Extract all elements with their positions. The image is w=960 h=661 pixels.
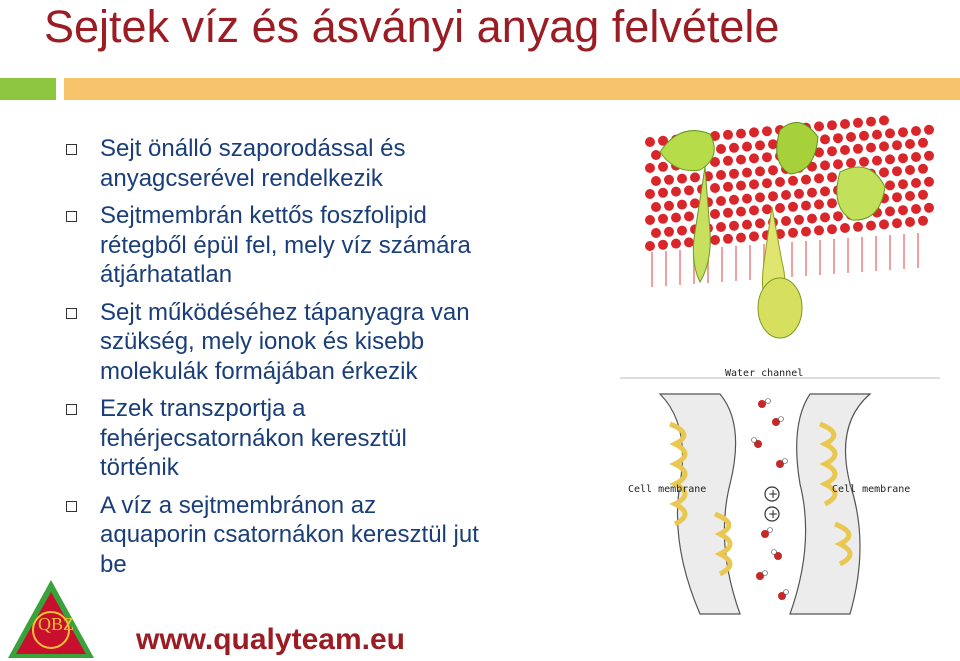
- lipid-head: [716, 144, 726, 154]
- bullet-list: [66, 134, 566, 587]
- lipid-head: [729, 143, 739, 153]
- lipid-head: [684, 211, 694, 221]
- lipid-head: [898, 179, 908, 189]
- lipid-head: [723, 130, 733, 140]
- lipid-head: [664, 201, 674, 211]
- square-bullet-icon: [66, 211, 77, 222]
- lipid-head: [814, 225, 824, 235]
- lipid-head: [807, 214, 817, 224]
- bullet-item: [66, 298, 566, 387]
- bullet-line: aquaporin csatornákon keresztül jut: [100, 521, 479, 548]
- lipid-head: [775, 203, 785, 213]
- lipid-head: [684, 185, 694, 195]
- accent-bar-green: [0, 78, 56, 100]
- lipid-head: [645, 215, 655, 225]
- lipid-head: [658, 214, 668, 224]
- lipid-head: [814, 199, 824, 209]
- lipid-head: [645, 163, 655, 173]
- lipid-head: [677, 174, 687, 184]
- bullet-line: Ezek transzportja a: [100, 395, 306, 422]
- lipid-head: [905, 139, 915, 149]
- lipid-head: [866, 117, 876, 127]
- lipid-head: [658, 162, 668, 172]
- lipid-head: [853, 118, 863, 128]
- lipid-head: [736, 181, 746, 191]
- lipid-head: [846, 132, 856, 142]
- lipid-head: [664, 227, 674, 237]
- bullet-item: [66, 134, 566, 193]
- lipid-head: [742, 194, 752, 204]
- lipid-head: [781, 190, 791, 200]
- accent-bar-orange: [64, 78, 960, 100]
- bullet-item: [66, 491, 566, 580]
- lipid-head: [911, 204, 921, 214]
- lipid-head: [872, 156, 882, 166]
- lipid-head: [755, 192, 765, 202]
- lipid-head: [768, 191, 778, 201]
- water-channel-label: Water channel: [725, 368, 804, 379]
- lipid-head: [723, 182, 733, 192]
- bullet-line: A víz a sejtmembránon az: [100, 491, 377, 519]
- lipid-head: [651, 176, 661, 186]
- bullet-line: molekulák formájában érkezik: [100, 357, 418, 385]
- lipid-head: [742, 220, 752, 230]
- lipid-head: [840, 119, 850, 129]
- lipid-head: [710, 183, 720, 193]
- lipid-head: [866, 221, 876, 231]
- lipid-head: [801, 201, 811, 211]
- lipid-head: [645, 137, 655, 147]
- lipid-head: [723, 208, 733, 218]
- lipid-head: [755, 218, 765, 228]
- lipid-head: [827, 198, 837, 208]
- water-channel-illustration: [620, 364, 940, 620]
- lipid-head: [749, 127, 759, 137]
- lipid-head: [723, 234, 733, 244]
- cell-membrane-label-left: Cell membrane: [628, 484, 707, 495]
- lipid-head: [918, 164, 928, 174]
- lipid-head: [885, 154, 895, 164]
- lipid-head: [736, 207, 746, 217]
- lipid-head: [794, 215, 804, 225]
- lipid-head: [716, 196, 726, 206]
- lipid-head: [729, 195, 739, 205]
- lipid-head: [801, 175, 811, 185]
- lipid-head: [671, 213, 681, 223]
- bullet-line: Sejt működéséhez tápanyagra van: [100, 298, 470, 326]
- lipid-head: [690, 172, 700, 182]
- lipid-head: [736, 155, 746, 165]
- lipid-head: [820, 186, 830, 196]
- lipid-head: [788, 202, 798, 212]
- lipid-head: [885, 180, 895, 190]
- lipid-head: [775, 177, 785, 187]
- qbz-triangle-logo: [6, 578, 96, 660]
- lipid-head: [749, 179, 759, 189]
- lipid-head: [892, 192, 902, 202]
- lipid-head: [898, 205, 908, 215]
- square-bullet-icon: [66, 404, 77, 415]
- lipid-head: [755, 140, 765, 150]
- lipid-head: [918, 190, 928, 200]
- lipid-head: [762, 178, 772, 188]
- lipid-head: [827, 120, 837, 130]
- lipid-head: [892, 218, 902, 228]
- lipid-head: [762, 152, 772, 162]
- bullet-line: történik: [100, 454, 179, 481]
- lipid-head: [885, 128, 895, 138]
- lipid-head: [827, 172, 837, 182]
- lipid-head: [833, 133, 843, 143]
- bullet-line: szükség, mely ionok és kisebb: [100, 328, 425, 355]
- lipid-head: [879, 219, 889, 229]
- lipid-head: [905, 165, 915, 175]
- lipid-head: [898, 153, 908, 163]
- lipid-head: [742, 168, 752, 178]
- lipid-head: [716, 222, 726, 232]
- lipid-head: [684, 237, 694, 247]
- lipid-head: [742, 142, 752, 152]
- logo-letters: QBZ: [38, 614, 74, 634]
- lipid-head: [853, 222, 863, 232]
- lipid-head: [716, 170, 726, 180]
- lipid-head: [846, 158, 856, 168]
- lipid-head: [736, 233, 746, 243]
- lipid-head: [872, 130, 882, 140]
- lipid-head: [788, 176, 798, 186]
- lipid-head: [892, 166, 902, 176]
- lipid-head: [905, 191, 915, 201]
- lipid-head: [853, 144, 863, 154]
- lipid-head: [827, 224, 837, 234]
- lipid-head: [755, 166, 765, 176]
- lipid-head: [651, 150, 661, 160]
- lipid-head: [911, 152, 921, 162]
- square-bullet-icon: [66, 501, 77, 512]
- bullet-line: Sejt önálló szaporodással és: [100, 135, 406, 162]
- lipid-head: [658, 240, 668, 250]
- website-url[interactable]: www.qualyteam.eu: [136, 623, 405, 656]
- lipid-head: [671, 187, 681, 197]
- bullet-item: [66, 394, 566, 483]
- lipid-head: [924, 203, 934, 213]
- lipid-head: [840, 223, 850, 233]
- lipid-head: [814, 173, 824, 183]
- lipid-head: [866, 143, 876, 153]
- lipid-head: [651, 228, 661, 238]
- lipid-head: [924, 151, 934, 161]
- lipid-head: [924, 125, 934, 135]
- lipid-head: [820, 212, 830, 222]
- lipid-head: [723, 156, 733, 166]
- lipid-head: [749, 205, 759, 215]
- bullet-line: anyagcserével rendelkezik: [100, 164, 383, 192]
- lipid-head: [840, 145, 850, 155]
- lipid-head: [749, 153, 759, 163]
- lipid-head: [879, 167, 889, 177]
- lipid-head: [794, 189, 804, 199]
- square-bullet-icon: [66, 308, 77, 319]
- lipid-head: [781, 216, 791, 226]
- bullet-line: be: [100, 550, 127, 578]
- lipid-head: [905, 217, 915, 227]
- lipid-head: [820, 134, 830, 144]
- bullet-line: Sejtmembrán kettős foszfolipid: [100, 202, 427, 229]
- plus-sign: +: [768, 487, 779, 501]
- bullet-line: fehérjecsatornákon keresztül: [100, 424, 407, 452]
- lipid-head: [749, 231, 759, 241]
- lipid-head: [762, 204, 772, 214]
- lipid-head: [833, 211, 843, 221]
- lipid-head: [833, 159, 843, 169]
- lipid-head: [918, 216, 928, 226]
- lipid-head: [736, 129, 746, 139]
- lipid-head: [820, 160, 830, 170]
- lipid-head: [710, 235, 720, 245]
- lipid-head: [879, 115, 889, 125]
- lipid-bilayer-illustration: [640, 112, 940, 362]
- lipid-head: [651, 202, 661, 212]
- lipid-head: [645, 241, 655, 251]
- lipid-head: [671, 239, 681, 249]
- lipid-head: [892, 140, 902, 150]
- lipid-head: [801, 227, 811, 237]
- lipid-head: [859, 157, 869, 167]
- lipid-head: [924, 177, 934, 187]
- lipid-head: [645, 189, 655, 199]
- lipid-head: [788, 228, 798, 238]
- square-bullet-icon: [66, 144, 77, 155]
- bullet-line: rétegből épül fel, mely víz számára: [100, 231, 471, 259]
- lipid-head: [768, 165, 778, 175]
- lipid-head: [859, 131, 869, 141]
- lipid-head: [898, 127, 908, 137]
- lipid-head: [918, 138, 928, 148]
- lipid-head: [762, 126, 772, 136]
- lipid-head: [677, 200, 687, 210]
- bullet-line: átjárhatatlan: [100, 261, 233, 288]
- lipid-head: [911, 126, 921, 136]
- lipid-head: [729, 169, 739, 179]
- cell-membrane-label-right: Cell membrane: [832, 484, 911, 495]
- lipid-head: [677, 226, 687, 236]
- lipid-head: [814, 121, 824, 131]
- bullet-item: [66, 201, 566, 290]
- lipid-head: [664, 175, 674, 185]
- lipid-head: [658, 188, 668, 198]
- plus-sign: +: [768, 507, 779, 521]
- lipid-head: [879, 141, 889, 151]
- lipid-head: [807, 188, 817, 198]
- lipid-head: [827, 146, 837, 156]
- lipid-head: [729, 221, 739, 231]
- lipid-head: [911, 178, 921, 188]
- slide-title: Sejtek víz és ásványi anyag felvétele: [44, 1, 780, 52]
- lipid-head: [885, 206, 895, 216]
- lipid-head: [710, 209, 720, 219]
